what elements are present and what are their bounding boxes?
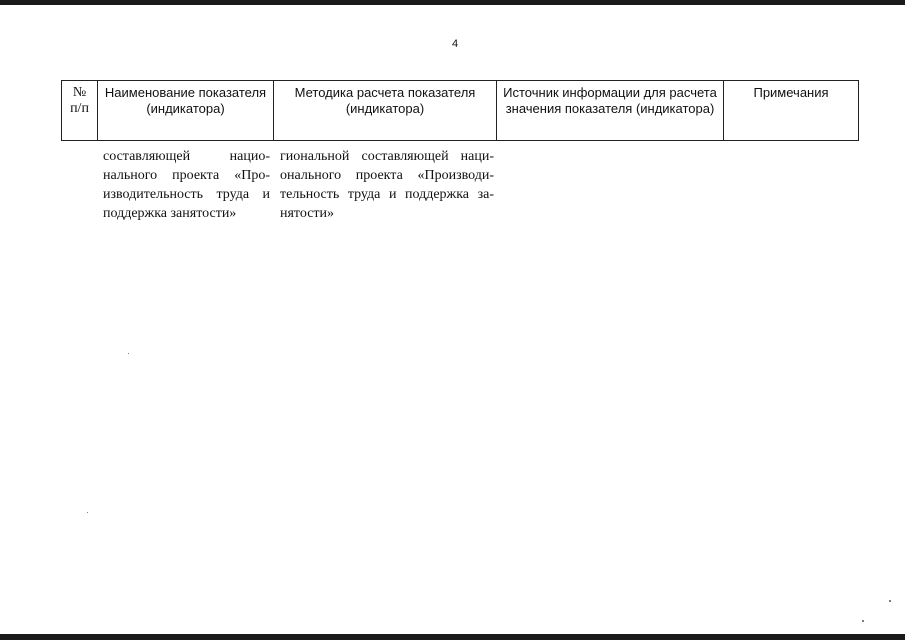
- header-name-label: Наименование показателя (индикатора): [104, 85, 267, 116]
- method-line: онального проекта «Производи-: [280, 168, 494, 183]
- page-number: 4: [451, 38, 459, 50]
- method-line: нятости»: [280, 206, 335, 221]
- name-line: составляющей нацио-: [103, 149, 270, 164]
- header-source: [497, 81, 724, 141]
- scan-top-edge: [0, 0, 905, 5]
- header-source-label: Источник информации для расчета значения показателя (индикатора): [503, 85, 717, 116]
- method-line: тельность труда и поддержка за-: [280, 187, 494, 202]
- continuation-method-cell: [280, 147, 494, 223]
- header-num: [62, 81, 98, 141]
- header-notes-label: Примечания: [753, 85, 829, 100]
- table-header-row: [62, 81, 859, 141]
- header-num-label: № п/п: [70, 85, 89, 116]
- method-line: гиональной составляющей наци-: [280, 149, 494, 164]
- name-line: изводительность труда и: [103, 187, 270, 202]
- continuation-name-cell: [103, 147, 270, 223]
- scan-speck: [862, 620, 864, 622]
- scan-speck: [128, 353, 129, 354]
- scan-bottom-edge: [0, 634, 905, 640]
- name-line: нального проекта «Про-: [103, 168, 270, 183]
- header-name: [98, 81, 274, 141]
- scan-speck: [889, 600, 891, 602]
- scan-speck: [87, 512, 88, 513]
- indicator-table-header: [61, 80, 859, 141]
- header-method-label: Методика расчета показателя (индикатора): [294, 85, 476, 116]
- header-method: [274, 81, 497, 141]
- name-line: поддержка занятости»: [103, 206, 237, 221]
- header-notes: [724, 81, 859, 141]
